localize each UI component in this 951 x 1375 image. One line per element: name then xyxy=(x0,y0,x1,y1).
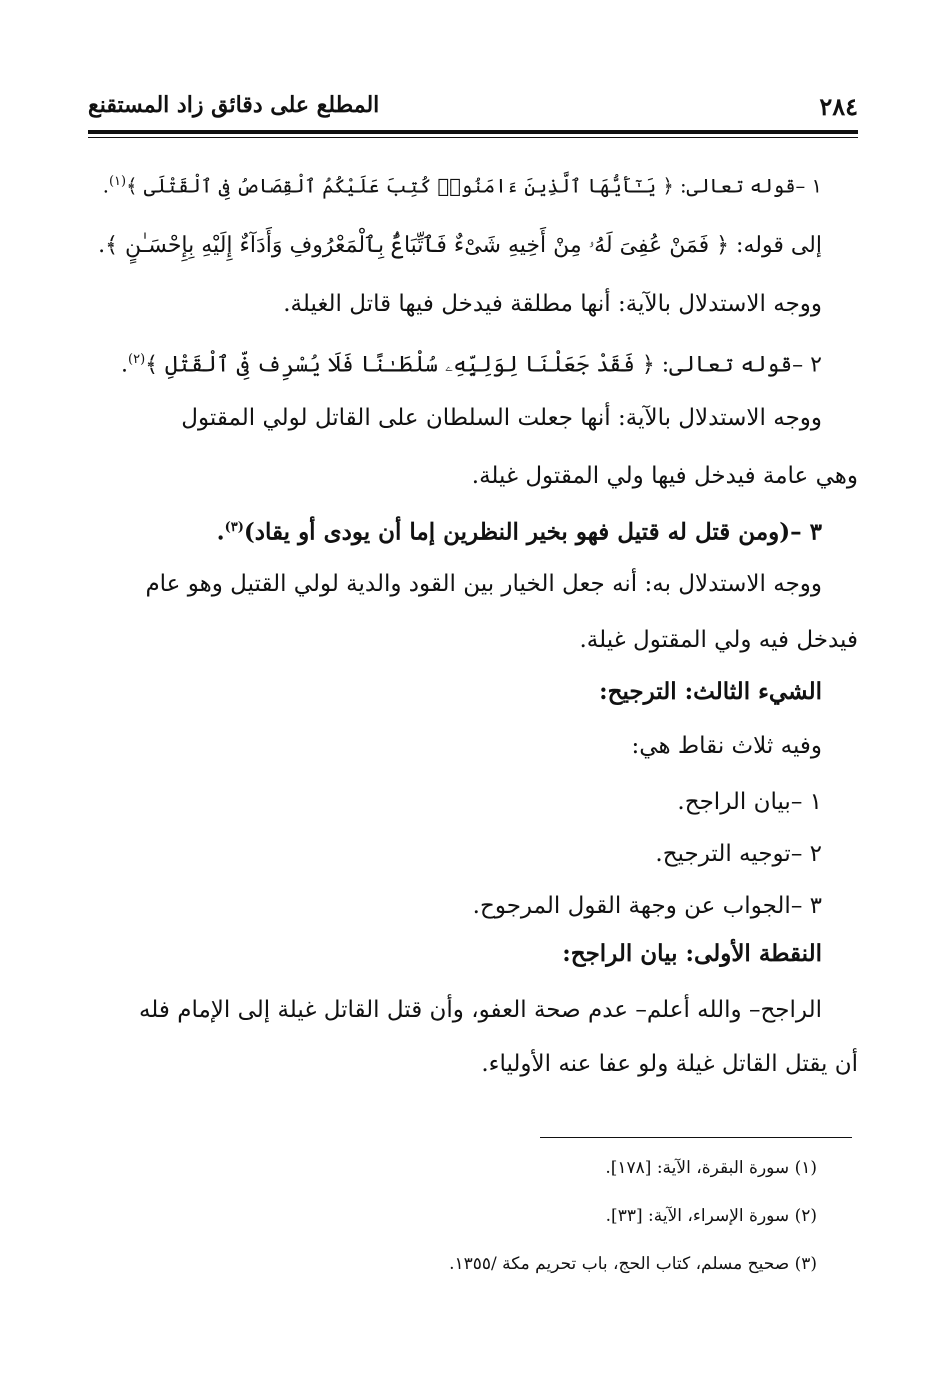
text-line: ووجه الاستدلال بالآية: أنها جعلت السلطان على القاتل لولي المقتول xyxy=(181,405,822,431)
list-item: ١ –بيان الراجح. xyxy=(677,789,822,815)
text-line: ووجه الاستدلال بالآية: أنها مطلقة فيدخل فيها قاتل الغيلة. xyxy=(283,291,822,317)
running-title: المطلع على دقائق زاد المستقنع xyxy=(88,92,380,118)
text-line: وفيه ثلاث نقاط هي: xyxy=(631,733,822,759)
footnote: (٢) سورة الإسراء، الآية: [٣٣]. xyxy=(605,1206,817,1226)
text-line: ٢ –قوله تعالى: ﴿ فَقَدْ جَعَلْنَا لِوَلِيِّهِۦ سُلْطَـٰنًا فَلَا يُسْرِف فِّى ٱلْقَتْلِ ﴾$^{(٢)}$. xyxy=(121,352,822,378)
header-rule-thick xyxy=(88,130,858,134)
text-line: إلى قوله: ﴿ فَمَنْ عُفِىَ لَهُۥ مِنْ أَخِيهِ شَىْءٌ فَٱتِّبَاعٌۢ بِٱلْمَعْرُوفِ وَأَدَآءٌ إِلَيْهِ بِإِحْسَـٰنٍ ﴾. xyxy=(98,233,822,258)
header-rule-thin xyxy=(88,137,858,138)
subsection-heading: النقطة الأولى: بيان الراجح: xyxy=(562,940,822,967)
footnote-ref: (٢) xyxy=(128,352,146,367)
list-item: ٣ –الجواب عن وجهة القول المرجوح. xyxy=(472,893,822,919)
text-line: أن يقتل القاتل غيلة ولو عفا عنه الأولياء. xyxy=(481,1051,858,1077)
footnote-ref: (٣) xyxy=(224,520,244,535)
footnote: (٣) صحيح مسلم، كتاب الحج، باب تحريم مكة /١٣٥٥. xyxy=(449,1254,817,1274)
footnote-ref: (١) xyxy=(108,174,127,189)
footnote: (١) سورة البقرة، الآية: [١٧٨]. xyxy=(605,1158,817,1178)
list-item: ٢ –توجيه الترجيح. xyxy=(655,841,822,867)
section-heading: الشيء الثالث: الترجيح: xyxy=(599,678,822,705)
text-line: فيدخل فيه ولي المقتول غيلة. xyxy=(579,627,858,653)
text-line: الراجح– والله أعلم– عدم صحة العفو، وأن قتل القاتل غيلة إلى الإمام فله xyxy=(138,997,822,1023)
footnote-rule xyxy=(540,1137,852,1138)
text-line: وهي عامة فيدخل فيها ولي المقتول غيلة. xyxy=(471,463,858,489)
page-header xyxy=(88,92,858,128)
page-number: ٢٨٤ xyxy=(819,92,858,121)
text-line: ١ –قوله تعالى: ﴿ يَـٰٓأَيُّهَا ٱلَّذِينَ ءَامَنُوا۟ كُتِبَ عَلَيْكُمُ ٱلْقِصَاصُ فِى ٱلْقَتْلَى ﴾$^{(١)}$. xyxy=(102,174,822,198)
hadith-line: ٣ –(ومن قتل له قتيل فهو بخير النظرين إما أن يودى أو يقاد)$^{(٣)}$. xyxy=(216,518,822,546)
text-line: ووجه الاستدلال به: أنه جعل الخيار بين القود والدية لولي القتيل وهو عام xyxy=(145,571,822,597)
